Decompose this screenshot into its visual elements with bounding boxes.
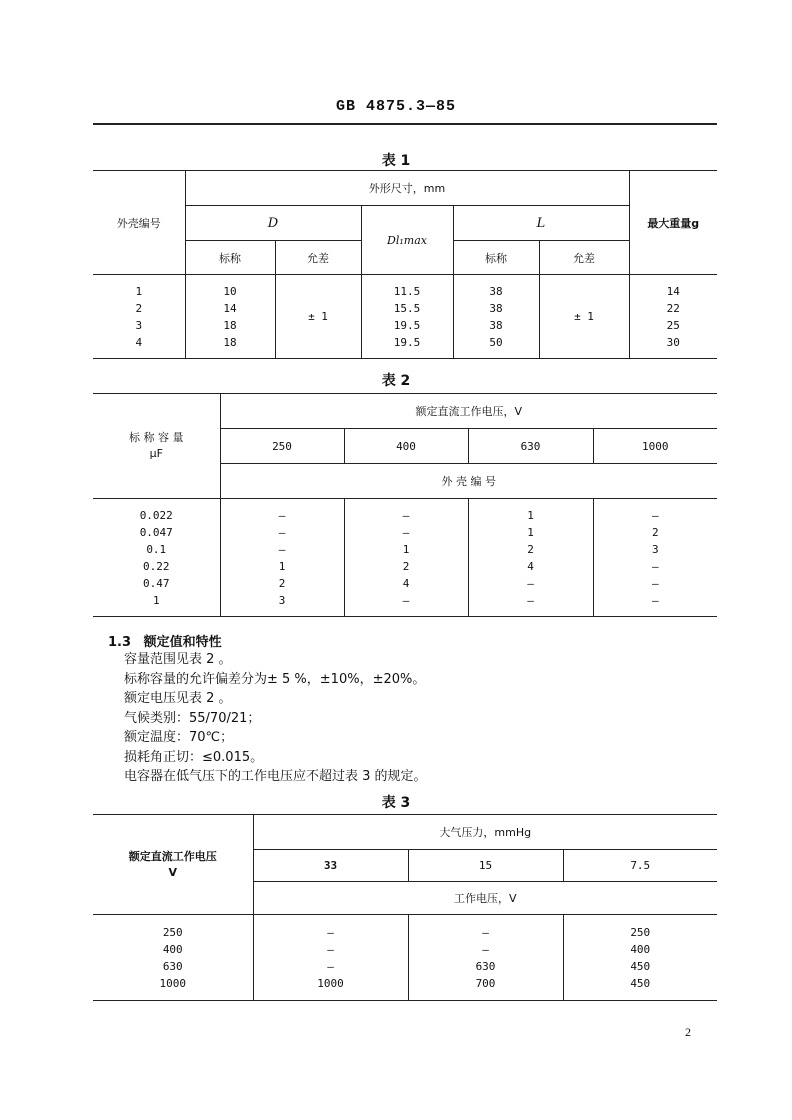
table1-sub-tol: 允差 [275, 241, 361, 275]
table1-sub-tol-L: 允差 [539, 241, 629, 275]
table1-col-L: L [453, 206, 629, 241]
section-line-6: 损耗角正切：≤0.015。 [124, 749, 264, 765]
table2-voltage-250: 250 [220, 429, 344, 464]
section-body [124, 650, 427, 787]
section-heading [108, 631, 222, 650]
section-line-1: 容量范围见表 2 。 [124, 652, 232, 667]
table3 [93, 814, 717, 1001]
table3-col-15: — — 630 700 [408, 915, 563, 1001]
table3-pressure-33: 33 [253, 850, 408, 882]
table2-col-400: — — 1 2 4 — [344, 499, 468, 617]
table1-sub-nominal-L: 标称 [453, 241, 539, 275]
table1-weights: 14 22 25 30 [666, 284, 680, 349]
table2-caption: 表 2 [381, 373, 411, 389]
page-number: 2 [685, 1025, 691, 1039]
table1-dl-max: 11.5 15.5 19.5 19.5 [361, 275, 453, 359]
section-line-5: 额定温度：70℃； [124, 730, 234, 745]
standard-code-header: GB 4875.3—85 [335, 98, 457, 115]
table2-capacities: 0.022 0.047 0.1 0.22 0.47 1 [93, 499, 220, 617]
table1-sub-nominal: 标称 [185, 241, 275, 275]
table2-col-250: — — — 1 2 3 [220, 499, 344, 617]
table1 [93, 170, 717, 359]
table2-col-1000: — 2 3 — — — [651, 508, 659, 607]
table1-d-nominal: 10 14 18 18 [223, 284, 237, 349]
table3-pressure-7-5: 7.5 [563, 850, 717, 882]
table3-col-7-5: 250 400 450 450 [630, 925, 651, 990]
section-line-2: 标称容量的允许偏差分为± 5 %，±10%，±20%。 [124, 671, 426, 687]
section-number: 1.3 [108, 635, 132, 650]
table2-voltage-400: 400 [344, 429, 468, 464]
section-title: 额定值和特性 [143, 635, 222, 650]
table2-voltage-630: 630 [468, 429, 593, 464]
table3-pressure-header: 大气压力，mmHg [253, 815, 717, 850]
table3-pressure-15: 15 [408, 850, 563, 882]
table2-voltage-1000: 1000 [593, 429, 717, 464]
section-line-7: 电容器在低气压下的工作电压应不超过表 3 的规定。 [124, 769, 427, 784]
table1-case-numbers: 1 2 3 4 [93, 275, 185, 359]
table1-col-case: 外壳编号 [93, 171, 185, 275]
table1-caption: 表 1 [381, 153, 411, 169]
table2-row-header [93, 394, 220, 499]
table1-tol-D: ± 1 [275, 275, 361, 359]
table2-voltage-header: 额定直流工作电压，V [220, 394, 717, 429]
table2 [93, 393, 717, 617]
table3-row-header-line1: 额定直流工作电压 [128, 849, 217, 863]
table2-row-header-line1: 标 称 容 量 [129, 431, 184, 444]
table1-tol-L: ± 1 [539, 275, 629, 359]
section-line-3: 额定电压见表 2 。 [124, 691, 232, 706]
table1-col-weight: 最大重量g [647, 216, 700, 230]
table1-l-nominal: 38 38 38 50 [489, 284, 503, 349]
table3-work-voltage-header: 工作电压，V [453, 892, 517, 905]
table1-col-D: D [185, 206, 361, 241]
table3-row-header-line2: V [168, 865, 177, 879]
table1-col-Dl: Dl₁max [361, 206, 453, 275]
table3-col-33: — — — 1000 [253, 915, 408, 1001]
table1-col-dims: 外形尺寸，mm [185, 171, 629, 206]
table3-row-header [93, 815, 253, 915]
table3-rated-voltages: 250 400 630 1000 [93, 915, 253, 1001]
table3-caption: 表 3 [381, 795, 411, 811]
table2-row-header-line2: μF [149, 447, 163, 460]
table2-case-header: 外 壳 编 号 [441, 475, 496, 488]
section-line-4: 气候类别：55/70/21； [124, 710, 261, 726]
header-rule [93, 123, 717, 125]
table2-col-630: 1 1 2 4 — — [468, 499, 593, 617]
